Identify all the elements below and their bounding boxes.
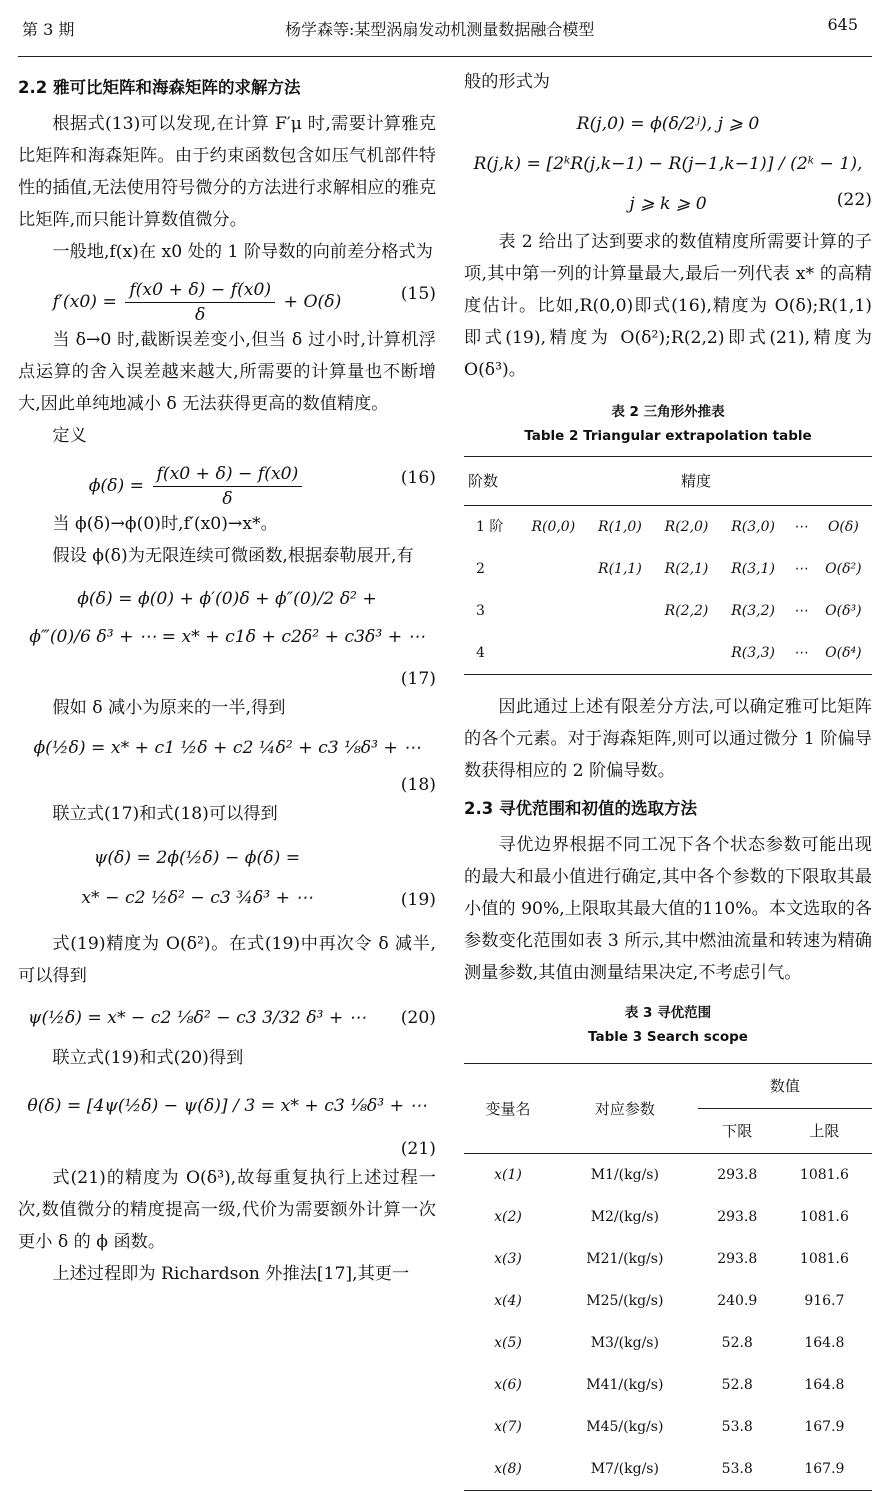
table-header-cell: 精度 xyxy=(520,457,872,506)
table-row xyxy=(464,506,872,549)
section-heading-2-3: 2.3 寻优范围和初值的选取方法 xyxy=(464,799,697,818)
issue-number: 第 3 期 xyxy=(22,20,75,39)
table-header-cell: 阶数 xyxy=(464,457,520,506)
table-cell: R(1,0) xyxy=(598,519,642,535)
left-column xyxy=(18,66,436,1290)
paragraph: 当 ϕ(δ)→ϕ(0)时,f′(x0)→x*。 xyxy=(52,514,278,534)
equation-number: (22) xyxy=(836,190,872,210)
table-cell: 53.8 xyxy=(721,1461,753,1477)
equation-16 xyxy=(18,452,436,508)
table-cell: O(δ²) xyxy=(825,561,862,577)
paragraph: 式(21)的精度为 O(δ³),故每重复执行上述过程一次,数值微分的精度提高一级,代价为需要额外计算一次更小 δ 的 ϕ 函数。 xyxy=(18,1168,436,1252)
table-row xyxy=(464,1364,872,1406)
eq-tail: + O(δ) xyxy=(283,292,342,312)
equation-21 xyxy=(18,1074,436,1136)
table-cell: M41/(kg/s) xyxy=(586,1377,664,1393)
table-header-cell: 数值 xyxy=(698,1064,872,1109)
table-cell: 164.8 xyxy=(804,1377,845,1393)
table-cell: M45/(kg/s) xyxy=(586,1419,664,1435)
page-header xyxy=(0,0,890,54)
eq-line: ψ(δ) = 2ϕ(½δ) − ϕ(δ) = xyxy=(93,848,301,868)
table-cell: 293.8 xyxy=(717,1167,758,1183)
equation-number: (18) xyxy=(400,775,436,795)
table-cell: R(2,0) xyxy=(664,519,709,535)
table-cell: 1 阶 xyxy=(476,519,504,535)
eq-line: R(j,0) = ϕ(δ/2ʲ), j ⩾ 0 xyxy=(576,114,760,134)
table-cell: 1081.6 xyxy=(799,1167,849,1183)
table-cell: R(3,1) xyxy=(731,561,775,577)
eq-line: x* − c2 ½δ² − c3 ¾δ³ + ⋯ xyxy=(81,888,313,908)
table-row xyxy=(464,1406,872,1448)
equation-number: (20) xyxy=(400,1008,436,1028)
eq-numerator: f(x0 + δ) − f(x0) xyxy=(153,462,303,487)
table-row xyxy=(464,548,872,590)
eq-line: R(j,k) = [2ᵏR(j,k−1) − R(j−1,k−1)] / (2ᵏ − 1), xyxy=(473,154,863,174)
table-cell xyxy=(520,590,587,632)
table-header-cell: 对应参数 xyxy=(552,1064,698,1154)
table-cell xyxy=(587,632,654,675)
table-cell: x(4) xyxy=(494,1293,522,1309)
eq-lhs: f′(x0) = xyxy=(52,292,117,312)
eq-line: ψ(½δ) = x* − c2 ⅛δ² − c3 3/32 δ³ + ⋯ xyxy=(28,1008,366,1028)
table-cell: 293.8 xyxy=(717,1209,758,1225)
table-cell: M2/(kg/s) xyxy=(590,1209,659,1225)
table-cell: 1081.6 xyxy=(799,1251,849,1267)
table-cell: R(2,2) xyxy=(664,603,709,619)
table-cell: M21/(kg/s) xyxy=(586,1251,664,1267)
eq-line: ϕ(δ) = ϕ(0) + ϕ′(0)δ + ϕ″(0)/2 δ² + xyxy=(77,589,377,609)
table-cell: M7/(kg/s) xyxy=(590,1461,659,1477)
paragraph: 联立式(19)和式(20)得到 xyxy=(52,1048,244,1068)
eq-line: ϕ‴(0)/6 δ³ + ⋯ = x* + c1δ + c2δ² + c3δ³ + ⋯ xyxy=(29,627,425,647)
table-row xyxy=(464,1448,872,1491)
table-2-caption-cn: 表 2 三角形外推表 xyxy=(611,404,725,420)
equation-18 xyxy=(18,724,436,772)
table-row xyxy=(464,1154,872,1197)
eq-numerator: f(x0 + δ) − f(x0) xyxy=(125,278,275,303)
equation-number: (16) xyxy=(400,468,436,488)
table-cell: ⋯ xyxy=(793,603,808,619)
table-header-row xyxy=(464,457,872,506)
equation-17 xyxy=(18,572,436,666)
table-cell: R(1,1) xyxy=(598,561,642,577)
equation-20 xyxy=(18,992,436,1042)
table-2-caption-en: Table 2 Triangular extrapolation table xyxy=(524,428,812,444)
paragraph: 定义 xyxy=(52,426,87,446)
table-cell: O(δ) xyxy=(827,519,859,535)
table-cell: R(2,1) xyxy=(664,561,709,577)
table-cell: 916.7 xyxy=(804,1293,845,1309)
table-cell: R(3,2) xyxy=(731,603,775,619)
paragraph: 一般地,f(x)在 x0 处的 1 阶导数的向前差分格式为 xyxy=(52,242,433,262)
eq-line: ϕ(½δ) = x* + c1 ½δ + c2 ¼δ² + c3 ⅛δ³ + ⋯ xyxy=(33,738,421,758)
paragraph: 因此通过上述有限差分方法,可以确定雅可比矩阵的各个元素。对于海森矩阵,则可以通过微分 1 阶偏导数获得相应的 2 阶偏导数。 xyxy=(464,697,872,781)
paragraph: 上述过程即为 Richardson 外推法[17],其更一 xyxy=(52,1264,410,1284)
table-cell: 53.8 xyxy=(721,1419,753,1435)
table-header-cell: 下限 xyxy=(698,1109,777,1154)
eq-denominator: δ xyxy=(222,489,233,509)
paragraph: 联立式(17)和式(18)可以得到 xyxy=(52,804,278,824)
table-cell: M1/(kg/s) xyxy=(590,1167,659,1183)
equation-15 xyxy=(18,268,436,324)
table-cell: 52.8 xyxy=(721,1377,753,1393)
table-cell: 1081.6 xyxy=(799,1209,849,1225)
eq-denominator: δ xyxy=(195,305,206,325)
table-cell: R(3,3) xyxy=(731,645,775,661)
table-3-caption-cn: 表 3 寻优范围 xyxy=(624,1005,712,1021)
page-number: 645 xyxy=(827,15,858,34)
table-3 xyxy=(464,1063,872,1491)
table-cell: 167.9 xyxy=(804,1461,845,1477)
table-header-row xyxy=(464,1064,872,1109)
table-row xyxy=(464,590,872,632)
paragraph: 假如 δ 减小为原来的一半,得到 xyxy=(52,698,286,718)
table-cell: x(3) xyxy=(494,1251,522,1267)
table-cell: ⋯ xyxy=(793,561,808,577)
table-cell: M25/(kg/s) xyxy=(586,1293,664,1309)
equation-22 xyxy=(464,98,872,226)
section-heading-2-2: 2.2 雅可比矩阵和海森矩阵的求解方法 xyxy=(18,78,301,97)
table-cell: ⋯ xyxy=(793,519,808,535)
equation-number: (15) xyxy=(400,284,436,304)
table-cell: 52.8 xyxy=(721,1335,753,1351)
equation-number: (19) xyxy=(400,890,436,910)
table-cell: R(0,0) xyxy=(531,519,576,535)
table-row xyxy=(464,1280,872,1322)
table-cell xyxy=(653,632,720,675)
table-cell xyxy=(520,548,587,590)
table-cell: x(1) xyxy=(494,1167,522,1183)
table-cell: x(5) xyxy=(494,1335,522,1351)
eq-fraction xyxy=(125,278,275,327)
table-header-cell: 上限 xyxy=(777,1109,872,1154)
paragraph: 般的形式为 xyxy=(464,72,550,92)
table-cell: R(3,0) xyxy=(731,519,775,535)
table-cell: x(6) xyxy=(494,1377,522,1393)
paragraph: 表 2 给出了达到要求的数值精度所需要计算的子项,其中第一列的计算量最大,最后一列代表 x* 的高精度估计。比如,R(0,0)即式(16),精度为 O(δ);R(1,1)即式(19),精度为 O(δ²);R(2,2)即式(21),精度为 O(δ³)。 xyxy=(464,232,872,380)
equation-19 xyxy=(18,830,436,928)
equation-number: (21) xyxy=(400,1139,436,1159)
table-cell: x(8) xyxy=(494,1461,522,1477)
table-header-cell: 变量名 xyxy=(464,1064,552,1154)
table-row xyxy=(464,1238,872,1280)
eq-fraction xyxy=(153,462,303,511)
paragraph: 假设 ϕ(δ)为无限连续可微函数,根据泰勒展开,有 xyxy=(52,546,414,566)
table-2 xyxy=(464,456,872,675)
table-cell: 4 xyxy=(476,645,485,661)
running-title: 杨学森等:某型涡扇发动机测量数据融合模型 xyxy=(285,20,595,39)
table-cell xyxy=(520,632,587,675)
table-row xyxy=(464,1322,872,1364)
table-row xyxy=(464,1196,872,1238)
table-cell: 240.9 xyxy=(717,1293,758,1309)
eq-line: j ⩾ k ⩾ 0 xyxy=(629,194,707,214)
eq-line: θ(δ) = [4ψ(½δ) − ψ(δ)] / 3 = x* + c3 ⅛δ³ + ⋯ xyxy=(27,1096,427,1116)
paragraph: 式(19)精度为 O(δ²)。在式(19)中再次令 δ 减半,可以得到 xyxy=(18,934,436,986)
table-cell: 167.9 xyxy=(804,1419,845,1435)
table-cell: 2 xyxy=(476,561,485,577)
table-3-caption-en: Table 3 Search scope xyxy=(588,1029,748,1045)
header-rule xyxy=(18,56,872,57)
right-column xyxy=(464,66,872,1491)
table-row xyxy=(464,632,872,675)
table-cell: O(δ³) xyxy=(825,603,862,619)
equation-number: (17) xyxy=(400,669,436,689)
table-cell: x(7) xyxy=(494,1419,522,1435)
table-cell: x(2) xyxy=(494,1209,522,1225)
table-cell: 293.8 xyxy=(717,1251,758,1267)
table-cell: 3 xyxy=(476,603,485,619)
eq-lhs: ϕ(δ) = xyxy=(88,476,145,496)
paragraph: 寻优边界根据不同工况下各个状态参数可能出现的最大和最小值进行确定,其中各个参数的下限取其最小值的 90%,上限取其最大值的110%。本文选取的各参数变化范围如表 3 所示,其中燃油流量和转速为精确测量参数,其值由测量结果决定,不考虑引气。 xyxy=(464,835,872,983)
table-cell: 164.8 xyxy=(804,1335,845,1351)
paragraph: 当 δ→0 时,截断误差变小,但当 δ 过小时,计算机浮点运算的舍入误差越来越大,所需要的计算量也不断增大,因此单纯地减小 δ 无法获得更高的数值精度。 xyxy=(18,330,436,414)
table-cell xyxy=(587,590,654,632)
paragraph: 根据式(13)可以发现,在计算 F′μ 时,需要计算雅克比矩阵和海森矩阵。由于约束函数包含如压气机部件特性的插值,无法使用符号微分的方法进行求解相应的雅克比矩阵,而只能计算数值微分。 xyxy=(18,114,436,230)
table-cell: ⋯ xyxy=(793,645,808,661)
table-cell: O(δ⁴) xyxy=(825,645,862,661)
table-cell: M3/(kg/s) xyxy=(590,1335,659,1351)
